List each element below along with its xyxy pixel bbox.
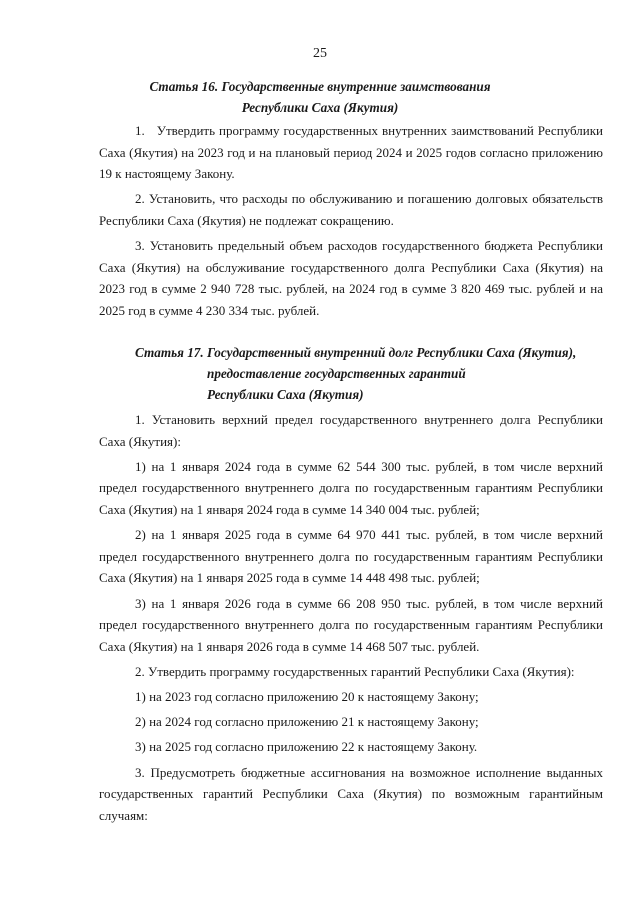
- article-17-paragraph-2: 2. Утвердить программу государственных гарантий Республики Саха (Якутия):: [135, 663, 575, 679]
- article-17-item-2-2: 2) на 2024 год согласно приложению 21 к настоящему Закону;: [135, 714, 479, 730]
- article-17-body: [99, 409, 603, 830]
- article-16-paragraph-1: 1. Утвердить программу государственных внутренних заимствований Республики Саха (Якутия) на 2023 год и на плановый период 2024 и 2025 годов согласно приложению 19 к настоящему Закону.: [99, 123, 603, 182]
- article-17-item-1-1: 1) на 1 января 2024 года в сумме 62 544 300 тыс. рублей, в том числе верхний предел государственного внутреннего долга по государственным гарантиям Республики Саха (Якутия) на 1 января 2024 года в сумме 14 340 004 тыс. рублей;: [99, 458, 603, 517]
- article-17-paragraph-3: 3. Предусмотреть бюджетные ассигнования на возможное исполнение выданных государственных гарантий Республики Саха (Якутия) по возможным гарантийным случаям:: [99, 764, 603, 823]
- article-17-item-1-3: 3) на 1 января 2026 года в сумме 66 208 950 тыс. рублей, в том числе верхний предел государственного внутреннего долга по государственным гарантиям Республики Саха (Якутия) на 1 января 2026 года в сумме 14 468 507 тыс. рублей.: [99, 595, 603, 654]
- article-17-title-line-3: Республики Саха (Якутия): [207, 387, 364, 402]
- article-16-paragraph-2: 2. Установить, что расходы по обслуживанию и погашению долговых обязательств Республики Саха (Якутия) не подлежат сокращению.: [99, 191, 603, 228]
- article-17-item-2-3: 3) на 2025 год согласно приложению 22 к настоящему Закону.: [135, 739, 478, 755]
- article-16-body: [99, 120, 603, 325]
- article-17-item-2-1: 1) на 2023 год согласно приложению 20 к настоящему Закону;: [135, 689, 479, 705]
- article-16-paragraph-3: 3. Установить предельный объем расходов государственного бюджета Республики Саха (Якутия) на обслуживание государственного долга Республики Саха (Якутия) на 2023 год в сумме 2 940 728 тыс. рублей, на 2024 год в сумме 3 820 469 тыс. рублей и на 2025 год в сумме 4 230 334 тыс. рублей.: [99, 238, 603, 318]
- article-16-title-line-1: Статья 16. Государственные внутренние заимствования: [149, 79, 491, 94]
- article-17-title-line-2: предоставление государственных гарантий: [207, 366, 466, 381]
- article-17-paragraph-1: 1. Установить верхний предел государственного внутреннего долга Республики Саха (Якутия):: [99, 412, 603, 449]
- article-17-item-1-2: 2) на 1 января 2025 года в сумме 64 970 441 тыс. рублей, в том числе верхний предел государственного внутреннего долга по государственным гарантиям Республики Саха (Якутия) на 1 января 2025 года в сумме 14 448 498 тыс. рублей;: [99, 527, 603, 586]
- page-number: 25: [313, 46, 327, 61]
- article-16-title-line-2: Республики Саха (Якутия): [241, 100, 399, 115]
- article-17-title-line-1: Статья 17. Государственный внутренний долг Республики Саха (Якутия),: [135, 345, 577, 360]
